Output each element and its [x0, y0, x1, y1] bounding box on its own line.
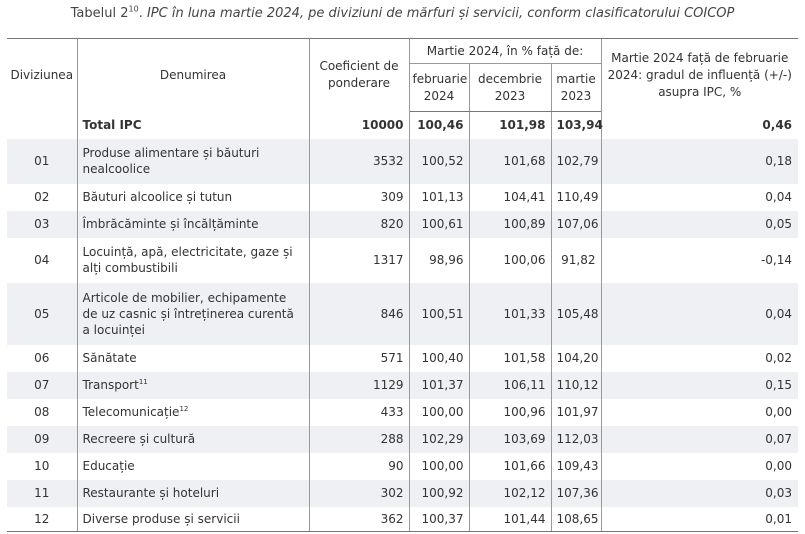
table-row	[7, 139, 798, 184]
cell-feb-2024: 101,13	[409, 184, 469, 211]
cell-weight: 1129	[309, 372, 409, 399]
cell-feb-2024: 100,46	[409, 112, 469, 139]
cell-weight: 10000	[309, 112, 409, 139]
cell-mar-2023: 109,43	[551, 453, 601, 480]
cell-influence: 0,02	[765, 351, 793, 365]
table-row	[7, 283, 798, 345]
table-row	[7, 426, 798, 453]
cell-code: 05	[7, 283, 77, 345]
cell-feb-2024: 100,61	[409, 211, 469, 238]
table-caption	[0, 6, 805, 21]
table-row	[7, 507, 798, 532]
cell-feb-2024: 102,29	[409, 426, 469, 453]
caption-title: IPC în luna martie 2024, pe diviziuni de mărfuri și servicii, conform clasificatorului COICOP	[146, 6, 735, 21]
header-decembrie: decembrie 2023	[469, 64, 551, 112]
table-row	[7, 372, 798, 399]
cell-mar-2023: 108,65	[551, 507, 601, 532]
cell-weight: 433	[309, 399, 409, 426]
cell-mar-2023: 107,36	[551, 480, 601, 507]
cell-name: Total IPC	[77, 112, 309, 139]
cpi-table	[7, 38, 798, 532]
cell-feb-2024: 100,00	[409, 453, 469, 480]
header-influence: Martie 2024 față de februarie 2024: gradul de influență (+/-) asupra IPC, %	[601, 39, 798, 112]
cell-weight: 820	[309, 211, 409, 238]
cell-weight: 302	[309, 480, 409, 507]
cell-code: 02	[7, 184, 77, 211]
cell-dec-2023: 104,41	[469, 184, 551, 211]
header-martie: martie 2023	[551, 64, 601, 112]
cell-mar-2023: 103,94	[551, 112, 601, 139]
cell-name: Transport$^{11}$	[77, 372, 309, 399]
cell-mar-2023: 107,06	[551, 211, 601, 238]
cell-feb-2024: 100,52	[409, 139, 469, 184]
cell-influence: 0,04	[601, 283, 798, 345]
cell-influence: 0,15	[601, 372, 798, 399]
cell-dec-2023: 101,66	[469, 453, 551, 480]
footnote-ref: 12	[179, 405, 189, 413]
cell-dec-2023: 102,12	[469, 480, 551, 507]
table-row	[7, 184, 798, 211]
cell-mar-2023: 110,12	[551, 372, 601, 399]
cell-feb-2024: 100,92	[409, 480, 469, 507]
cell-name: Telecomunicație$^{12}$	[77, 399, 309, 426]
cell-dec-2023: 100,06	[469, 238, 551, 283]
cell-influence: 0,05	[601, 211, 798, 238]
cell-weight: 571	[309, 345, 409, 372]
table-row	[7, 238, 798, 283]
cell-influence: 0,07	[601, 426, 798, 453]
cell-weight: 1317	[309, 238, 409, 283]
cell-influence: 0,00	[765, 405, 793, 419]
table-row	[7, 480, 798, 507]
cell-mar-2023: 102,79	[551, 139, 601, 184]
header-februarie: februarie 2024	[409, 64, 469, 112]
header-denumirea: Denumirea	[77, 39, 309, 112]
cell-code: 09	[7, 426, 77, 453]
caption-separator: .	[138, 6, 147, 21]
caption-prefix: Tabelul 2	[70, 6, 129, 21]
table-row	[7, 345, 798, 372]
cell-influence: -0,14	[760, 253, 793, 267]
cell-name: Articole de mobilier, echipamente de uz casnic și întreținerea curentă a locuinței	[77, 283, 309, 345]
cell-mar-2023: 105,48	[551, 283, 601, 345]
cell-name: Diverse produse și servicii	[77, 507, 309, 532]
header-group-martie: Martie 2024, în % față de:	[409, 39, 601, 64]
footnote-ref: 11	[138, 378, 148, 386]
cell-name: Recreere și cultură	[77, 426, 309, 453]
cell-weight: 288	[309, 426, 409, 453]
cell-code: 10	[7, 453, 77, 480]
cell-code: 01	[7, 139, 77, 184]
cell-weight: 90	[309, 453, 409, 480]
cell-influence: 0,01	[601, 507, 798, 532]
cell-code: 07	[7, 372, 77, 399]
cell-influence: 0,03	[601, 480, 798, 507]
cell-dec-2023: 100,96	[469, 399, 551, 426]
table-row	[7, 399, 798, 426]
cell-feb-2024: 100,37	[409, 507, 469, 532]
cell-dec-2023: 103,69	[469, 426, 551, 453]
header-diviziunea: Diviziunea	[7, 39, 77, 112]
cell-name: Educație	[77, 453, 309, 480]
cell-influence: 0,46	[762, 118, 793, 132]
cell-feb-2024: 100,40	[409, 345, 469, 372]
cell-mar-2023: 104,20	[551, 345, 601, 372]
table-row	[7, 211, 798, 238]
cell-name: Băuturi alcoolice și tutun	[77, 184, 309, 211]
caption-footnote-ref: 10	[128, 4, 139, 14]
cell-name: Sănătate	[77, 345, 309, 372]
total-row	[7, 112, 798, 139]
cell-weight: 3532	[309, 139, 409, 184]
cell-name: Locuință, apă, electricitate, gaze și alți combustibili	[77, 238, 309, 283]
cell-code: 03	[7, 211, 77, 238]
cell-code: 06	[7, 345, 77, 372]
cell-name: Restaurante și hoteluri	[77, 480, 309, 507]
cell-mar-2023: 110,49	[551, 184, 601, 211]
cell-influence: 0,18	[601, 139, 798, 184]
cell-feb-2024: 100,51	[409, 283, 469, 345]
cell-feb-2024: 98,96	[409, 238, 469, 283]
cell-code: 08	[7, 399, 77, 426]
cell-feb-2024: 101,37	[409, 372, 469, 399]
cell-name: Îmbrăcăminte și încălțăminte	[77, 211, 309, 238]
cell-mar-2023: 91,82	[551, 238, 601, 283]
cell-code: 04	[7, 238, 77, 283]
cell-dec-2023: 100,89	[469, 211, 551, 238]
cell-influence: 0,00	[765, 459, 793, 473]
cell-weight: 309	[309, 184, 409, 211]
cell-code: 12	[7, 507, 77, 532]
cell-weight: 362	[309, 507, 409, 532]
cell-feb-2024: 100,00	[409, 399, 469, 426]
table-row	[7, 453, 798, 480]
cell-influence: 0,04	[765, 190, 793, 204]
cell-dec-2023: 101,44	[469, 507, 551, 532]
header-coeficient: Coeficient de ponderare	[309, 39, 409, 112]
cell-code: 11	[7, 480, 77, 507]
cell-mar-2023: 101,97	[551, 399, 601, 426]
cell-weight: 846	[309, 283, 409, 345]
cell-code	[7, 112, 77, 139]
cell-dec-2023: 101,33	[469, 283, 551, 345]
cell-dec-2023: 101,58	[469, 345, 551, 372]
cell-name: Produse alimentare și băuturi nealcoolice	[77, 139, 309, 184]
cell-dec-2023: 101,68	[469, 139, 551, 184]
cell-mar-2023: 112,03	[551, 426, 601, 453]
cell-dec-2023: 106,11	[469, 372, 551, 399]
cell-dec-2023: 101,98	[469, 112, 551, 139]
